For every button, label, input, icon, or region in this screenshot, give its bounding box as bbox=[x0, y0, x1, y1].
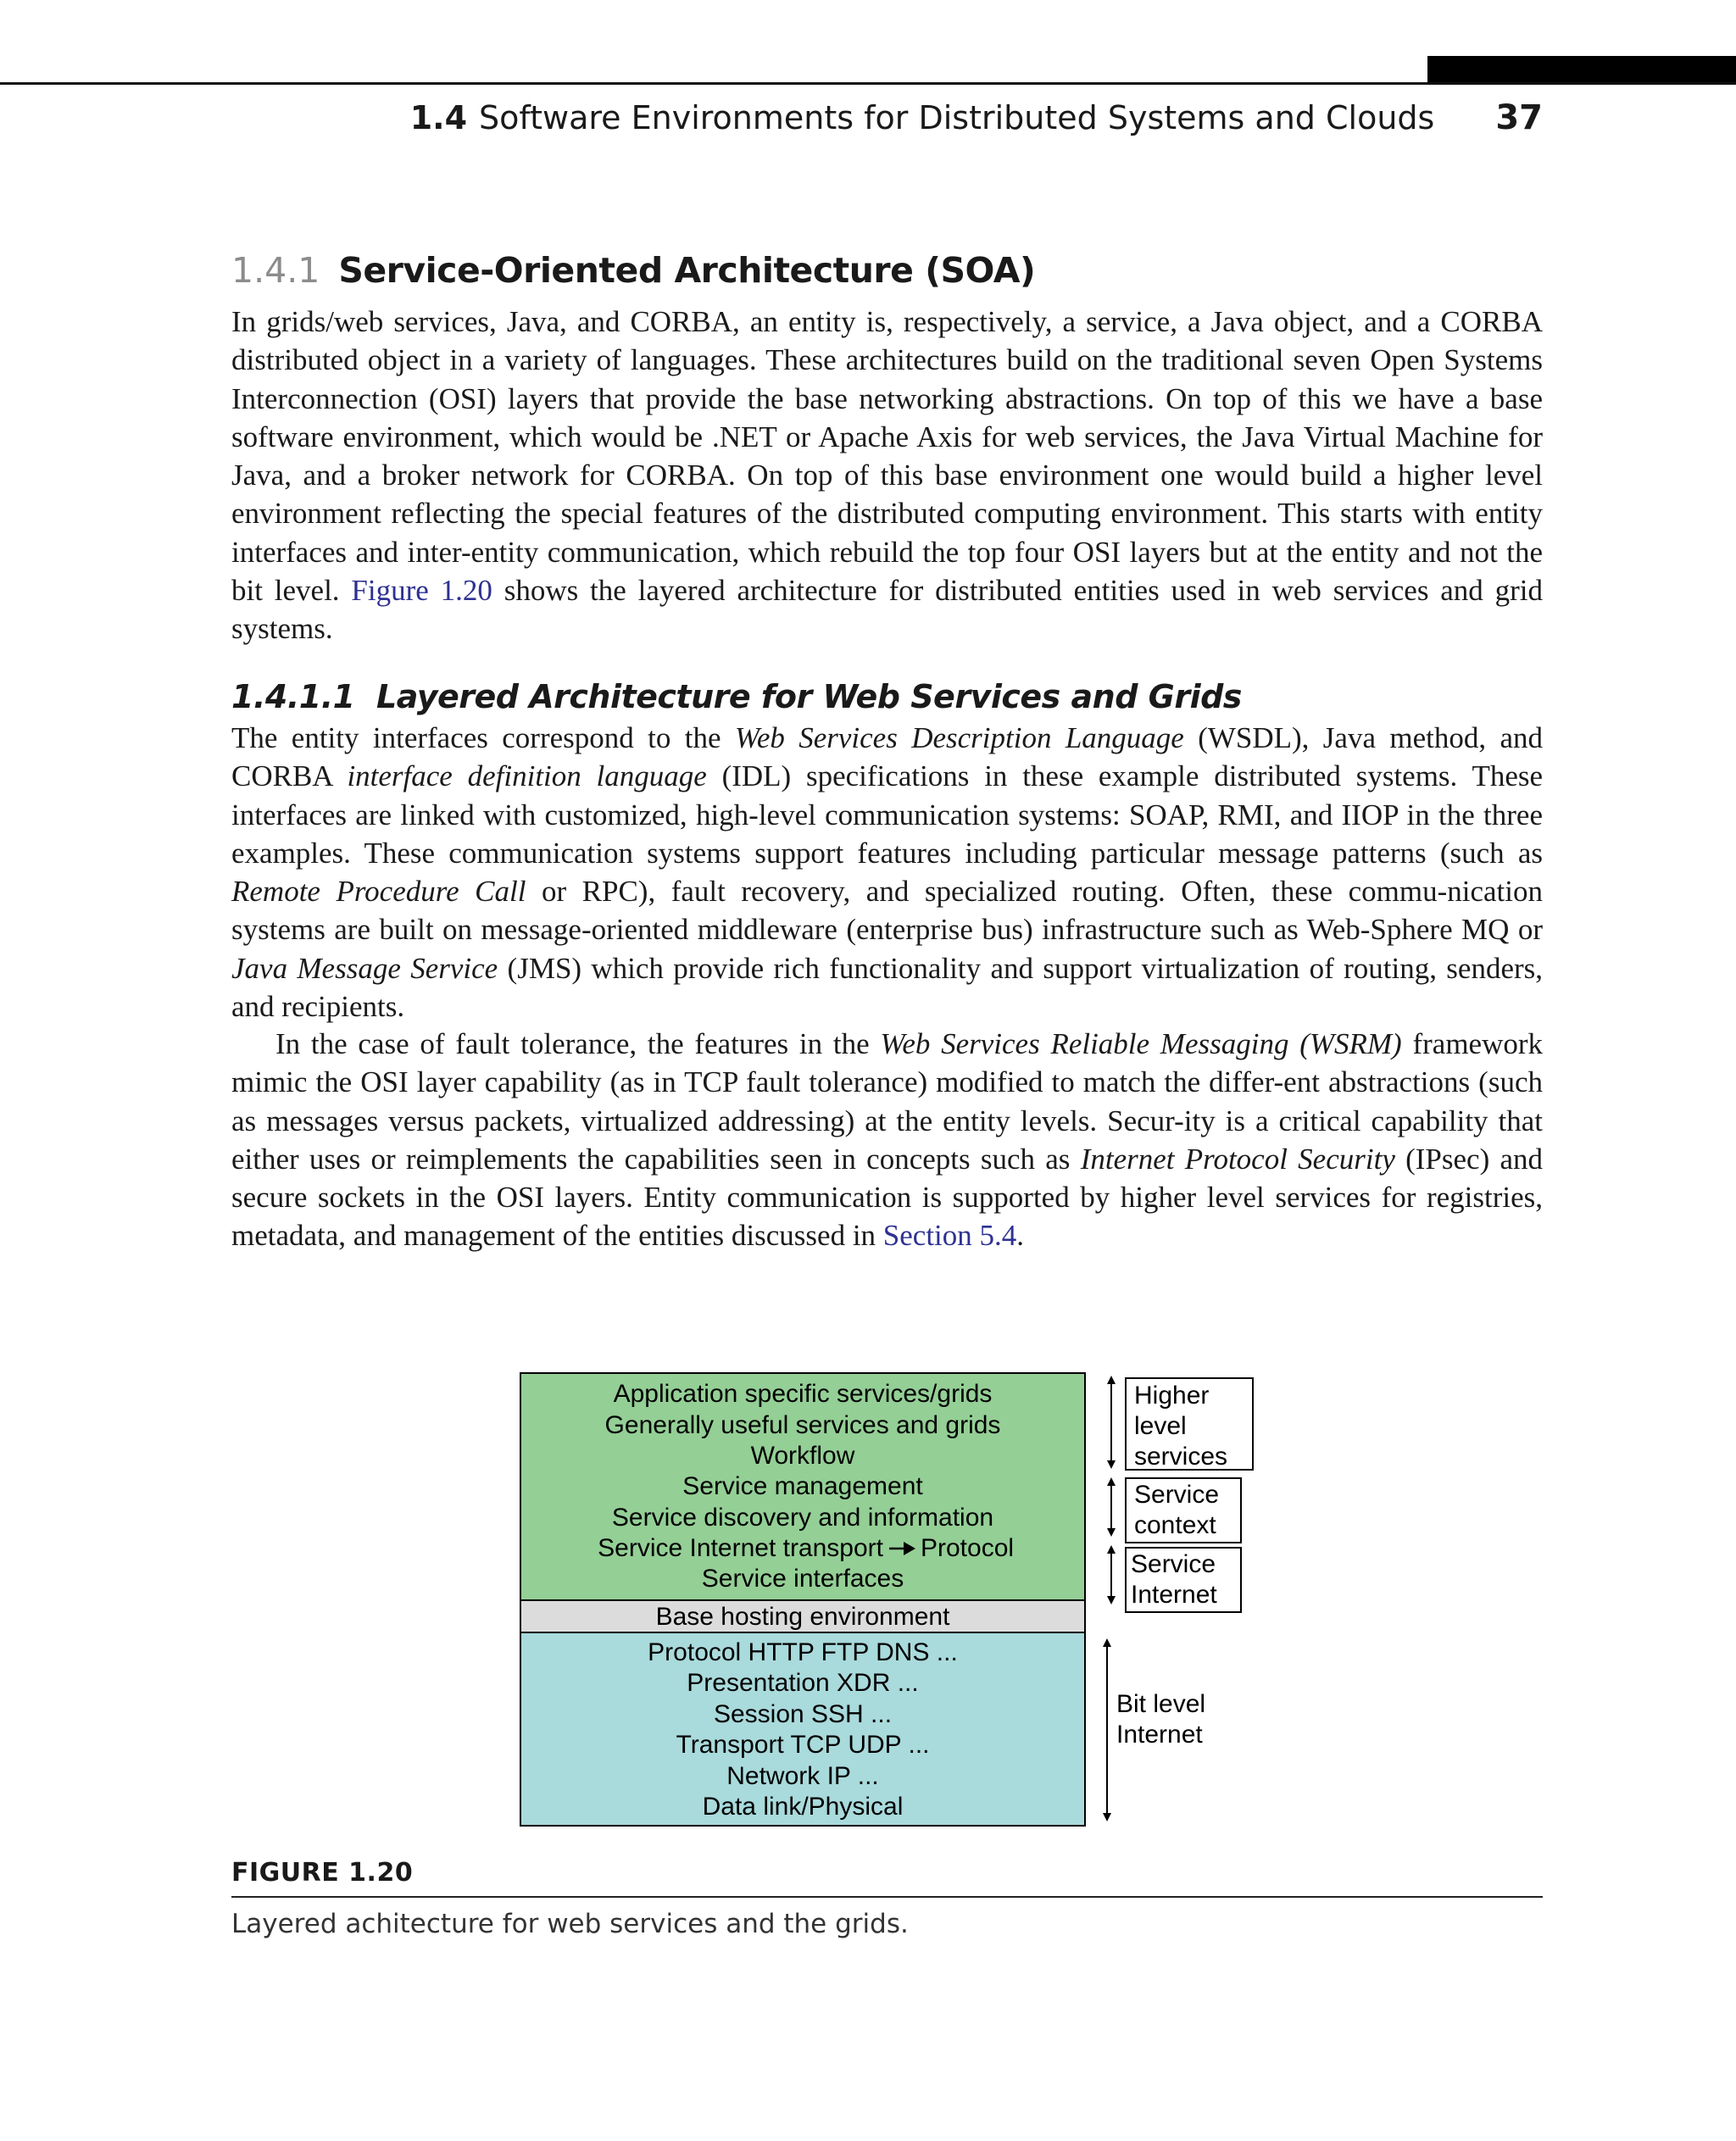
paragraph1-text: In grids/web services, Java, and CORBA, an entity is, respectively, a service, a Java object, and a CORBA distributed object in a variety of languages. These architectures build on the traditional seven Open Systems Interconnection (OSI) layers that provide the base networking abstractions. On top of this we have a base software environment, which would be .NET or Apache Axis for web services, the Java Virtual Machine for Java, and a broker network for CORBA. On top of this base environment one would build a higher level environment reflecting the special features of the distributed computing environment. This starts with entity interfaces and inter-entity communication, which rebuild the top four OSI layers but at the entity and not the bit level. bbox=[231, 305, 1543, 608]
running-header-section-number: 1.4 bbox=[409, 99, 468, 136]
bit-level-label-line1: Bit level bbox=[1116, 1690, 1206, 1718]
service-internet-label-line1: Service bbox=[1131, 1550, 1216, 1578]
p2-text: or RPC), fault recovery, and specialized routing. Often, these commu-nication systems are built on message-oriented middleware (enterprise bus) infrastructure such as Web-Sphere MQ or bbox=[231, 875, 1543, 947]
p2-term-jms: Java Message Service bbox=[231, 951, 498, 985]
figure-label: FIGURE 1.20 bbox=[231, 1858, 414, 1888]
p3-text: In the case of fault tolerance, the features in the bbox=[275, 1027, 870, 1060]
section-title: Service-Oriented Architecture (SOA) bbox=[338, 250, 1036, 291]
paragraph1-text-end: shows the layered architecture for distributed entities used in web services and grid systems. bbox=[231, 574, 1544, 646]
layer-service-interfaces: Service interfaces bbox=[701, 1565, 904, 1593]
layer-service-discovery: Service discovery and information bbox=[611, 1504, 994, 1532]
running-header bbox=[339, 95, 1543, 141]
higher-level-label-line3: services bbox=[1134, 1443, 1228, 1471]
header-tab-decoration bbox=[1427, 56, 1736, 85]
layer-network: Network IP ... bbox=[726, 1762, 879, 1790]
figure-1-20-link[interactable]: Figure 1.20 bbox=[351, 574, 492, 608]
header-rule bbox=[0, 82, 1736, 85]
p2-term-idl: interface definition language bbox=[347, 759, 707, 793]
layer-data-link: Data link/Physical bbox=[702, 1793, 904, 1821]
p2-term-wsdl: Web Services Description Language bbox=[734, 721, 1184, 754]
service-context-label-line2: context bbox=[1134, 1511, 1216, 1539]
p3-text: (IPsec) and secure sockets in the OSI layers. Entity communication is supported by higher level services for registries, metadata, and management of the entities discussed in bbox=[231, 1142, 1544, 1253]
figure-caption-rule bbox=[231, 1896, 1543, 1898]
p3-text: framework mimic the OSI layer capability (as in TCP fault tolerance) modified to match the differ-ent abstractions (such as messages versus packets, virtualized addressing) at the entity levels. Secur-ity is a critical capability that either uses or reimplements the capabilities seen in concepts such as bbox=[231, 1027, 1544, 1176]
p3-term-ipsec: Internet Protocol Security bbox=[1080, 1142, 1395, 1176]
layer-session: Session SSH ... bbox=[713, 1700, 893, 1728]
p3-term-wsrm: Web Services Reliable Messaging (WSRM) bbox=[880, 1027, 1402, 1060]
p2-text: The entity interfaces correspond to the bbox=[231, 721, 721, 754]
service-internet-label-line2: Internet bbox=[1131, 1581, 1217, 1609]
layer-service-internet-transport: Service Internet transport bbox=[598, 1534, 883, 1562]
layer-generally-useful-services: Generally useful services and grids bbox=[604, 1411, 1001, 1439]
layer-workflow: Workflow bbox=[750, 1442, 855, 1470]
layer-presentation: Presentation XDR ... bbox=[687, 1669, 919, 1697]
layer-transport: Transport TCP UDP ... bbox=[676, 1731, 930, 1759]
section-number: 1.4.1 bbox=[231, 250, 320, 291]
paragraph-fault-tolerance bbox=[231, 1025, 1543, 1255]
higher-level-label-line2: level bbox=[1134, 1412, 1187, 1440]
subsection-number: 1.4.1.1 bbox=[231, 678, 355, 715]
layer-application-services: Application specific services/grids bbox=[613, 1380, 993, 1408]
layer-protocol-http: Protocol HTTP FTP DNS ... bbox=[648, 1638, 958, 1666]
running-header-title: Software Environments for Distributed Systems and Clouds bbox=[479, 99, 1435, 136]
layer-base-hosting-environment: Base hosting environment bbox=[655, 1603, 950, 1631]
higher-level-label-line1: Higher bbox=[1134, 1382, 1210, 1410]
p2-text: (IDL) specifications in these example distributed systems. These interfaces are linked with customized, high-level communication systems: SOAP, RMI, and IIOP in the three examples. These communication systems support features including particular message patterns (such as bbox=[231, 759, 1544, 870]
p3-text: . bbox=[1016, 1219, 1025, 1253]
section-heading bbox=[231, 246, 1545, 295]
figure-caption: Layered achitecture for web services and the grids. bbox=[231, 1909, 909, 1939]
paragraph-entity-interfaces bbox=[231, 719, 1543, 1026]
subsection-heading bbox=[231, 674, 1545, 720]
paragraph-soa-intro bbox=[231, 303, 1543, 648]
bit-level-label-line2: Internet bbox=[1116, 1721, 1203, 1749]
p2-term-rpc: Remote Procedure Call bbox=[231, 875, 526, 909]
service-context-label-line1: Service bbox=[1134, 1481, 1220, 1509]
layer-service-management: Service management bbox=[682, 1472, 923, 1500]
layered-architecture-diagram bbox=[509, 1365, 1271, 1839]
p2-text: (WSDL), Java method, and CORBA bbox=[231, 721, 1544, 793]
layer-protocol: Protocol bbox=[921, 1534, 1015, 1562]
p2-text: (JMS) which provide rich functionality and support virtualization of routing, senders, and recipients. bbox=[231, 951, 1544, 1024]
section-5-4-link[interactable]: Section 5.4 bbox=[882, 1219, 1017, 1253]
subsection-title: Layered Architecture for Web Services and Grids bbox=[376, 678, 1242, 715]
page-number: 37 bbox=[1495, 98, 1543, 137]
